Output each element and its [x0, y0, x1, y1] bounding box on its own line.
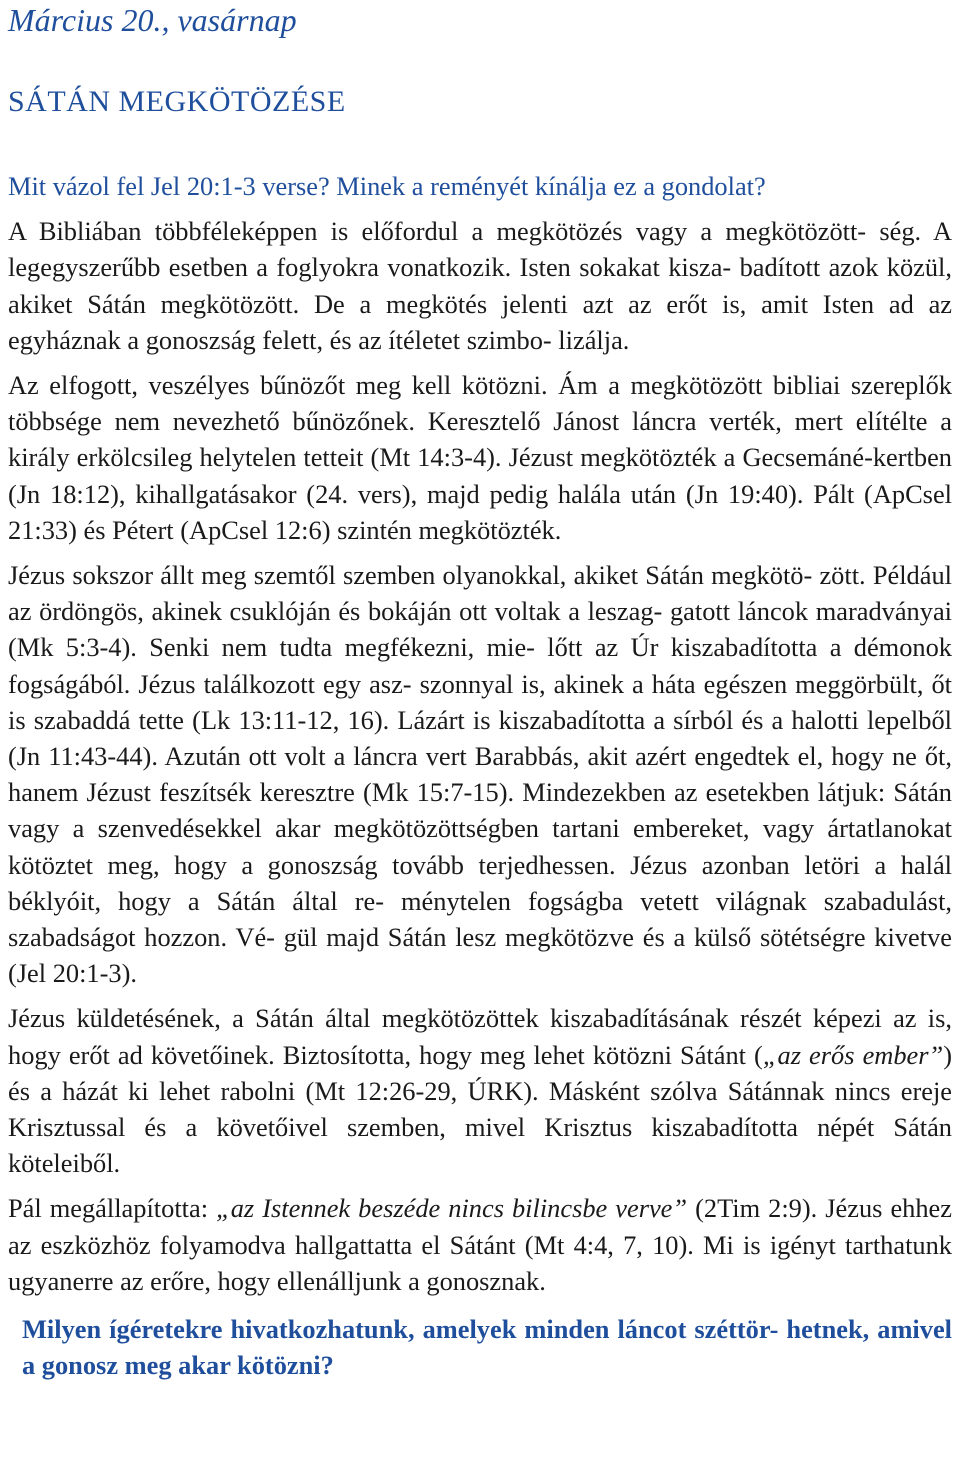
paragraph-2: Az elfogott, veszélyes bűnözőt meg kell kötözni. Ám a megkötözött bibliai szereplők többsége nem nevezhető bűnözőnek. Keresztelő Jánost láncra verték, mert elítélte a király erkölcsileg helytelen tetteit (Mt 14:3-4). Jézust megkötözték a Gecsemáné-kertben (Jn 18:12), kihallgatásakor (24. vers), majd pedig halála után (Jn 19:40). Pált (ApCsel 21:33) és Pétert (ApCsel 12:6) szintén megkötözték.: [8, 370, 952, 545]
intro-question: Mit vázol fel Jel 20:1-3 verse? Minek a reményét kínálja ez a gondolat?: [8, 171, 766, 201]
article-body: [8, 168, 952, 1384]
paragraph-1: A Bibliában többféleképpen is előfordul a megkötözés vagy a megkötözött- ség. A legegyszerűbb esetben a foglyokra vonatkozik. Isten sokakat kisza- badított azok közül, akiket Sátán megkötözött. De a megkötés jelenti azt az erőt is, amit Isten ad az egyháznak a gonoszság felett, és az ítéletet szimbo- lizálja.: [8, 216, 952, 355]
paragraph-5-text-b: (2Tim 2:9). Jézus ehhez az eszközhöz folyamodva hallgattatta el Sátánt (Mt 4:4, 7, 10). Mi is igényt tarthatunk ugyanerre az erőre, hogy ellenálljunk a gonosznak.: [8, 1193, 952, 1296]
paragraph-4: [8, 1000, 952, 1181]
page-date: Március 20., vasárnap: [8, 2, 297, 38]
paragraph-4-quote: „az erős ember”: [762, 1039, 944, 1070]
paragraph-5: [8, 1190, 952, 1299]
paragraph-4-text-a: Jézus küldetésének, a Sátán által megkötözöttek kiszabadításának részét képezi az is, hogy erőt ad követőinek. Biztosította, hogy meg lehet kötözni Sátánt (: [8, 1003, 952, 1070]
paragraph-4-text-b: ) és a házát ki lehet rabolni (Mt 12:26-29, ÚRK). Másként szólva Sátánnak nincs ereje Krisztussal és a követőivel szemben, mivel Krisztus kiszabadította népét Sátán köteleiből.: [8, 1039, 952, 1179]
paragraph-5-quote: „az Istennek beszéde nincs bilincsbe verve”: [216, 1193, 688, 1224]
page-title: SÁTÁN MEGKÖTÖZÉSE: [8, 85, 346, 118]
closing-question: Milyen ígéretekre hivatkozhatunk, amelyek minden láncot széttör- hetnek, amivel a gonosz meg akar kötözni?: [22, 1314, 952, 1381]
paragraph-5-text-a: Pál megállapította:: [8, 1193, 217, 1224]
paragraph-3: Jézus sokszor állt meg szemtől szemben olyanokkal, akiket Sátán megkötö- zött. Például az ördöngös, akinek csuklóján és bokáján ott voltak a leszag- gatott láncok maradványai (Mk 5:3-4). Senki nem tudta megfékezni, mie- lőtt az Úr kiszabadította a démonok fogságából. Jézus találkozott egy asz- szonnyal is, akinek a háta egészen meggörbült, őt is szabaddá tette (Lk 13:11-12, 16). Lázárt is kiszabadította a sírból és a halotti lepelből (Jn 11:43-44). Azután ott volt a láncra vert Barabbás, akit azért engedtek el, hogy ne őt, hanem Jézust feszítsék keresztre (Mk 15:7-15). Mindezekben az esetekben látjuk: Sátán vagy a szenvedésekkel akar megkötözöttségben tartani embereket, vagy ártatlanokat kötöztet meg, hogy a gonoszság tovább terjedhessen. Jézus azonban letöri a halál béklyóit, hogy a Sátán által re- ménytelen fogságba vetett világnak szabadulást, szabadságot hozzon. Vé- gül majd Sátán lesz megkötözve és a külső sötétségre kivetve (Jel 20:1-3).: [8, 560, 952, 989]
